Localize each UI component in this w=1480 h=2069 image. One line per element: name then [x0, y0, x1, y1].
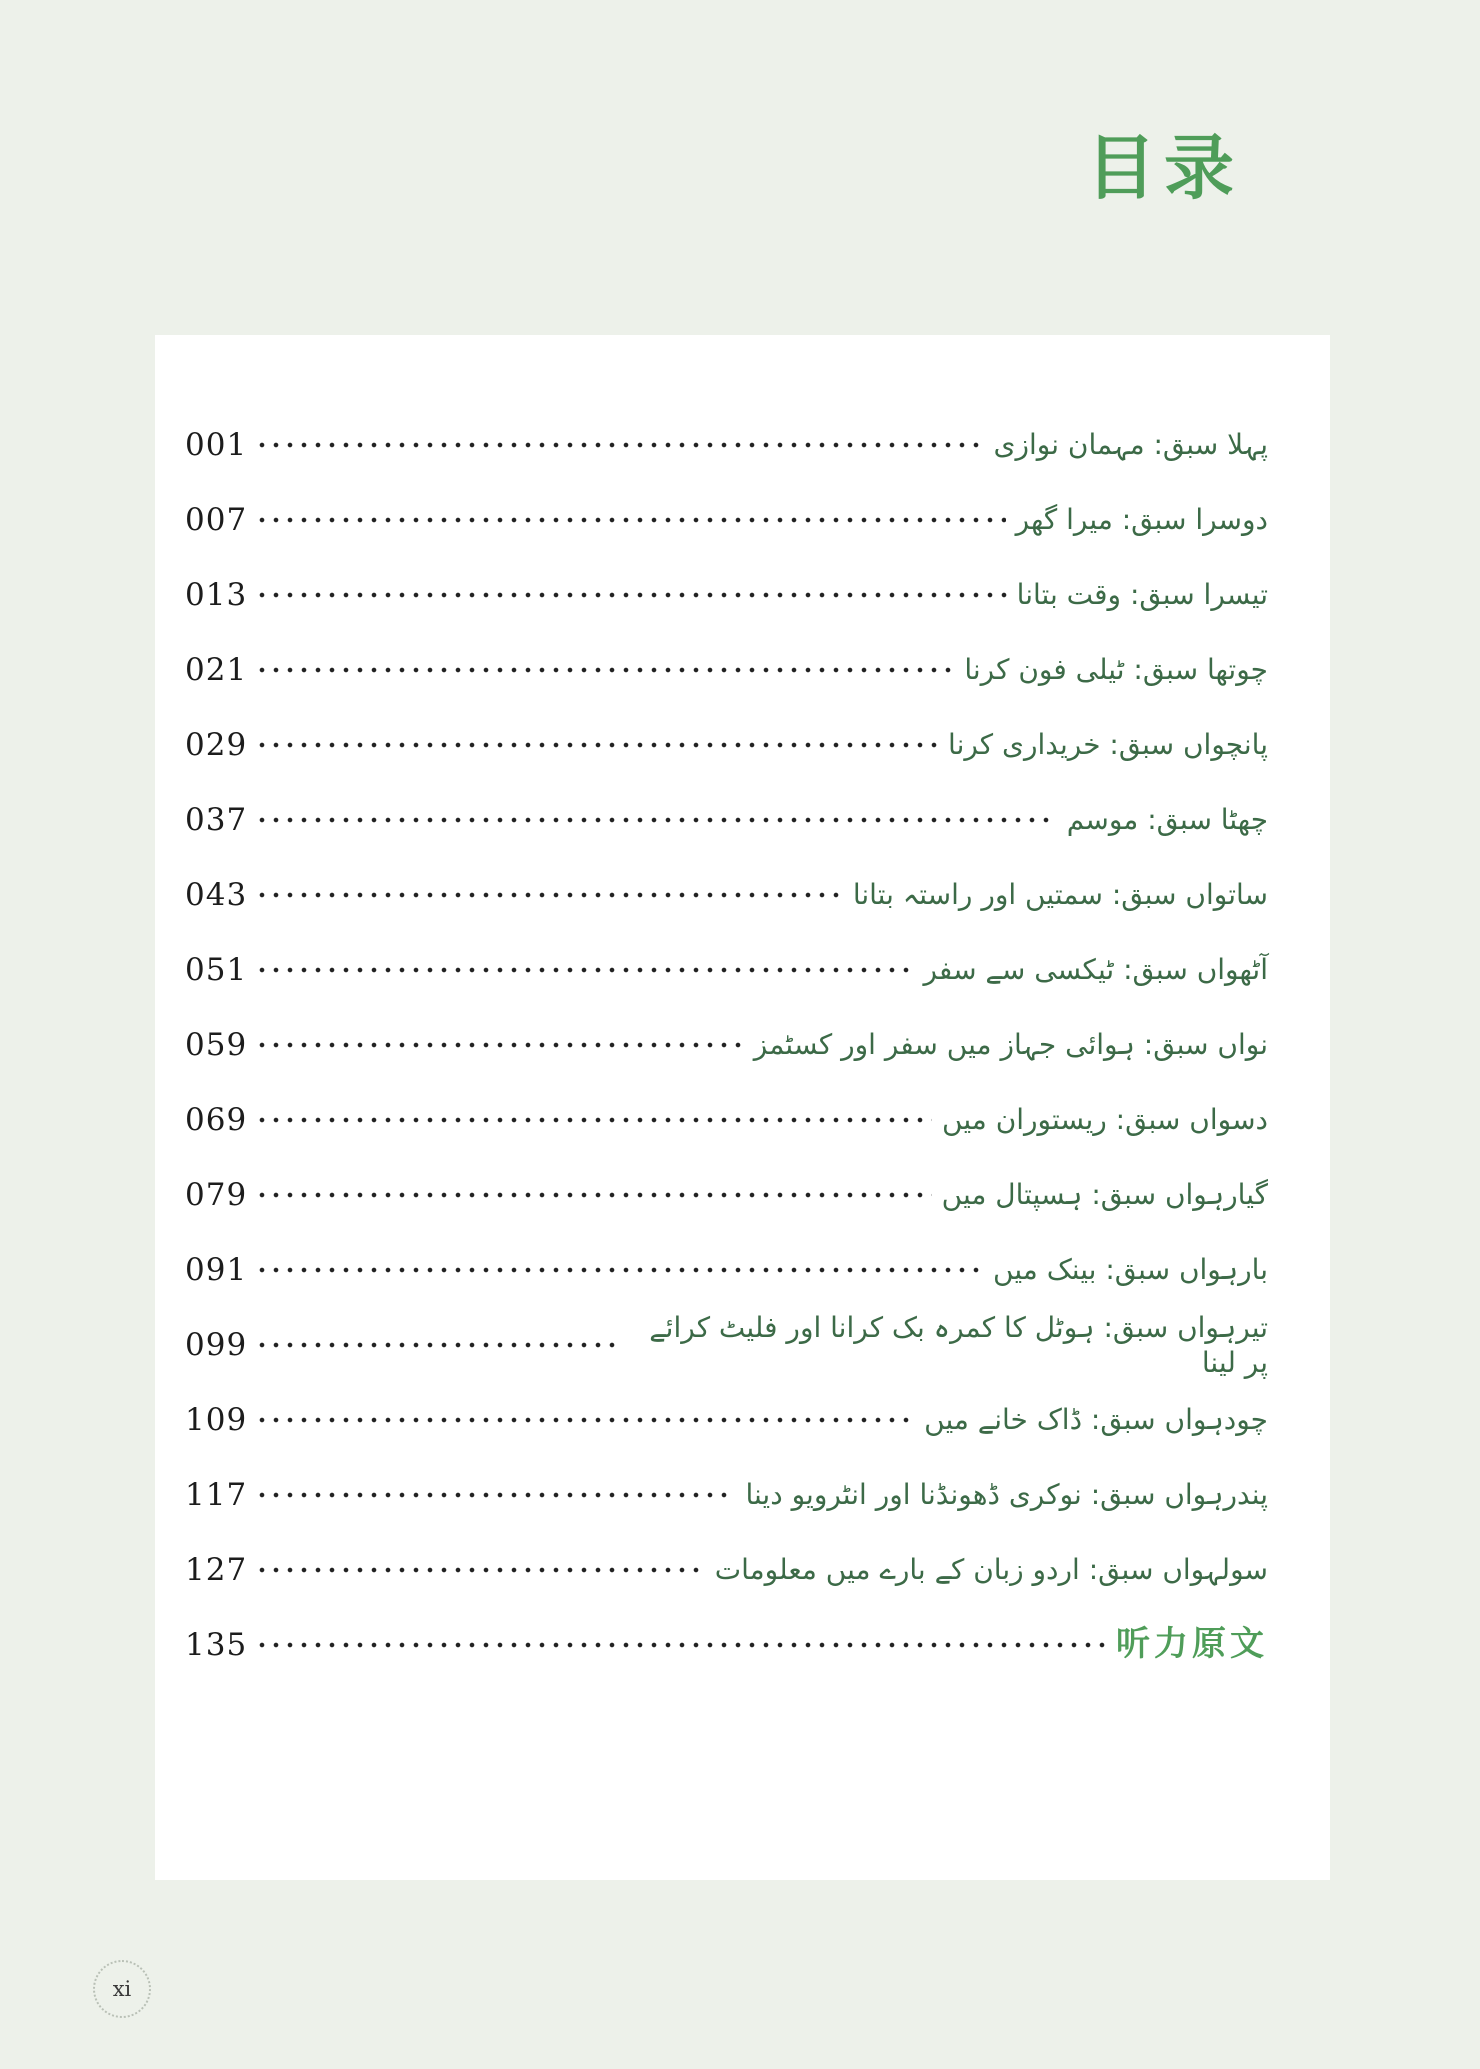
dotted-leader	[255, 1038, 744, 1052]
toc-entry	[185, 557, 1268, 632]
toc-entry-label: چوتھا سبق: ٹیلی فون کرنا	[964, 653, 1268, 686]
toc-page-number: 079	[185, 1176, 248, 1213]
dotted-leader	[255, 1488, 735, 1502]
toc-page-number: 037	[185, 801, 248, 838]
dotted-leader	[255, 738, 938, 752]
toc-entry	[185, 407, 1268, 482]
toc-entry	[185, 1457, 1268, 1532]
toc-page-number: 069	[185, 1101, 248, 1138]
dotted-leader	[255, 1338, 618, 1352]
folio-label: xi	[112, 1977, 132, 2001]
dotted-leader	[255, 438, 983, 452]
toc-page-number: 007	[185, 501, 248, 538]
toc-page-number: 013	[185, 576, 248, 613]
toc-entry	[185, 707, 1268, 782]
toc-entry	[185, 1232, 1268, 1307]
toc-entry-label: دوسرا سبق: میرا گھر	[1015, 503, 1268, 536]
toc-entry-label: 听力原文	[1116, 1624, 1268, 1665]
toc-entry	[185, 782, 1268, 857]
folio-page-number	[93, 1960, 151, 2018]
toc-page-number: 109	[185, 1401, 248, 1438]
toc-page-number: 051	[185, 951, 248, 988]
toc-entry	[185, 482, 1268, 557]
page-title: 目录	[1086, 127, 1242, 209]
toc-page-number: 127	[185, 1551, 248, 1588]
toc-entry	[185, 932, 1268, 1007]
toc-entry	[185, 1007, 1268, 1082]
toc-entry	[185, 632, 1268, 707]
dotted-leader	[255, 588, 1006, 602]
toc-entry-label: پہلا سبق: مہمان نوازی	[993, 428, 1268, 461]
toc-entry	[185, 1382, 1268, 1457]
dotted-leader	[255, 513, 1005, 527]
toc-entry	[185, 1307, 1268, 1382]
toc-entry-label: دسواں سبق: ریستوران میں	[942, 1103, 1268, 1136]
dotted-leader	[255, 1263, 983, 1277]
dotted-leader	[255, 663, 954, 677]
toc-entry-label: آٹھواں سبق: ٹیکسی سے سفر	[923, 953, 1268, 986]
toc-entry-label: چھٹا سبق: موسم	[1066, 803, 1268, 836]
toc-entry-label: بارہواں سبق: بینک میں	[993, 1253, 1268, 1286]
toc-entry-label: چودہواں سبق: ڈاک خانے میں	[924, 1403, 1268, 1436]
toc-entry-label: ساتواں سبق: سمتیں اور راستہ بتانا	[852, 878, 1268, 911]
toc-page-number: 021	[185, 651, 248, 688]
toc-page-number: 029	[185, 726, 248, 763]
toc-page-number: 099	[185, 1326, 248, 1363]
toc-entry-label: سولہواں سبق: اردو زبان کے بارے میں معلومات	[714, 1553, 1268, 1586]
toc-page-number: 043	[185, 876, 248, 913]
toc-page-number: 135	[185, 1626, 248, 1663]
toc-entry-label: پندرہواں سبق: نوکری ڈھونڈنا اور انٹرویو دینا	[745, 1478, 1268, 1511]
toc-entry-label: گیارہواں سبق: ہسپتال میں	[941, 1178, 1268, 1211]
toc-page-number: 001	[185, 426, 248, 463]
dotted-leader	[255, 1563, 705, 1577]
dotted-leader	[255, 888, 843, 902]
toc-entry	[185, 1607, 1268, 1682]
dotted-leader	[255, 813, 1057, 827]
toc-entry	[185, 1082, 1268, 1157]
toc-entry-label: پانچواں سبق: خریداری کرنا	[948, 728, 1268, 761]
dotted-leader	[255, 1188, 931, 1202]
toc-page-number: 091	[185, 1251, 248, 1288]
toc-entry	[185, 857, 1268, 932]
toc-entry-label: تیرہواں سبق: ہوٹل کا کمرہ بک کرانا اور فلیٹ کرائے پر لینا	[649, 1310, 1268, 1379]
dotted-leader	[255, 1413, 914, 1427]
dotted-leader	[255, 1113, 932, 1127]
dotted-leader	[255, 1638, 1106, 1652]
toc-entry-label: تیسرا سبق: وقت بتانا	[1016, 578, 1268, 611]
toc-entry-label: نواں سبق: ہوائی جہاز میں سفر اور کسٹمز	[753, 1028, 1268, 1061]
dotted-leader	[255, 963, 913, 977]
toc-page-number: 059	[185, 1026, 248, 1063]
toc-entry	[185, 1157, 1268, 1232]
toc-entry	[185, 1532, 1268, 1607]
toc-panel	[155, 335, 1330, 1880]
toc-page-number: 117	[185, 1476, 248, 1513]
